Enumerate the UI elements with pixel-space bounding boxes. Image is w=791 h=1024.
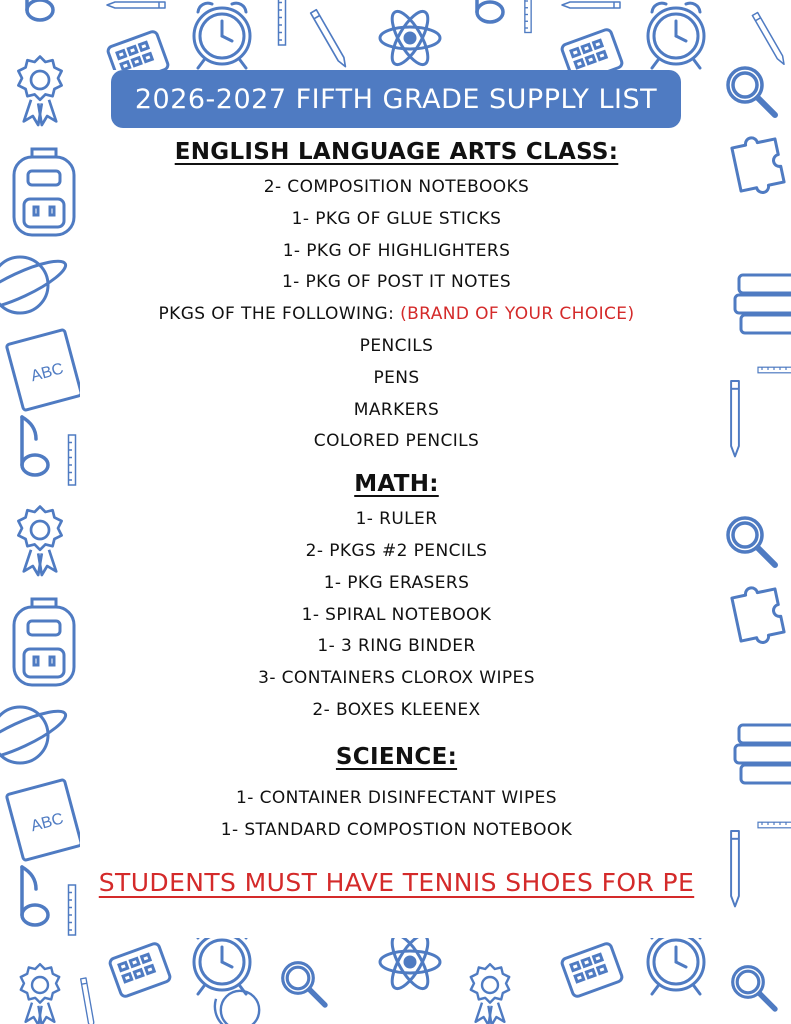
- ruler-icon: [69, 435, 76, 485]
- abc-label: ABC: [29, 810, 66, 836]
- magnifier-icon: [728, 518, 775, 565]
- award-ribbon-icon: [21, 964, 59, 1024]
- alarm-clock-icon: [194, 3, 250, 68]
- ruler-icon: [69, 885, 76, 935]
- list-item: 1- PKG ERASERS: [323, 572, 470, 593]
- pencil-icon: [731, 831, 739, 906]
- alarm-clock-icon: [194, 929, 250, 994]
- music-note-icon: [27, 0, 53, 20]
- alarm-clock-icon: [648, 929, 704, 994]
- page-title: 2026-2027 FIFTH GRADE SUPPLY LIST: [134, 83, 658, 115]
- puzzle-icon: [731, 583, 786, 647]
- books-icon: [735, 725, 791, 783]
- pencil-icon: [752, 13, 786, 66]
- list-item: 3- CONTAINERS CLOROX WIPES: [258, 668, 535, 689]
- list-item: COLORED PENCILS: [313, 431, 480, 452]
- list-item: PENS: [373, 367, 420, 388]
- pencil-icon: [562, 2, 620, 8]
- ela-heading: ENGLISH LANGUAGE ARTS CLASS:: [174, 139, 619, 165]
- pencil-icon: [107, 2, 165, 8]
- list-item: 1- PKG OF POST IT NOTES: [281, 272, 512, 293]
- globe-icon: [215, 991, 259, 1024]
- list-item: 1- SPIRAL NOTEBOOK: [301, 604, 492, 625]
- award-ribbon-icon: [471, 964, 509, 1024]
- award-ribbon-icon: [18, 57, 61, 125]
- pkgs-prefix: PKGS OF THE FOLLOWING:: [158, 304, 401, 325]
- atom-icon: [380, 7, 440, 70]
- list-item: 1- CONTAINER DISINFECTANT WIPES: [236, 787, 557, 808]
- magnifier-icon: [728, 68, 775, 115]
- abc-book-icon: [6, 779, 82, 860]
- ruler-icon: [525, 0, 531, 32]
- math-heading: MATH:: [354, 471, 439, 498]
- list-item: 1- RULER: [355, 509, 438, 530]
- science-heading: SCIENCE:: [335, 743, 458, 770]
- tennis-shoes-notice: STUDENTS MUST HAVE TENNIS SHOES FOR PE: [98, 868, 695, 897]
- magnifier-icon: [733, 967, 775, 1009]
- calculator-icon: [561, 942, 624, 997]
- magnifier-icon: [283, 963, 325, 1005]
- list-item: 1- PKG OF GLUE STICKS: [291, 208, 502, 229]
- pencil-icon: [311, 10, 349, 69]
- list-item: 2- COMPOSITION NOTEBOOKS: [263, 177, 530, 197]
- pencil-icon: [731, 381, 739, 456]
- supply-list: [80, 132, 713, 846]
- music-note-icon: [22, 417, 48, 475]
- ruler-icon: [279, 0, 286, 45]
- ruler-icon: [758, 367, 791, 373]
- list-item: 2- BOXES KLEENEX: [312, 699, 481, 720]
- planet-icon: [0, 703, 70, 767]
- pencil-icon: [81, 978, 95, 1024]
- calculator-icon: [109, 942, 172, 997]
- abc-book-icon: [6, 329, 82, 410]
- atom-icon: [380, 931, 440, 994]
- list-item: 1- STANDARD COMPOSTION NOTEBOOK: [220, 819, 573, 840]
- pkgs-line: [80, 299, 713, 331]
- alarm-clock-icon: [648, 3, 704, 68]
- planet-icon: [0, 253, 70, 317]
- music-note-icon: [22, 867, 48, 925]
- list-item: 2- PKGS #2 PENCILS: [305, 540, 488, 561]
- list-item: MARKERS: [353, 399, 440, 420]
- music-note-icon: [477, 0, 503, 22]
- books-icon: [735, 275, 791, 333]
- backpack-icon: [14, 599, 74, 685]
- list-item: PENCILS: [359, 335, 434, 356]
- backpack-icon: [14, 149, 74, 235]
- puzzle-icon: [731, 133, 786, 197]
- title-banner: [111, 70, 681, 128]
- list-item: 1- PKG OF HIGHLIGHTERS: [282, 240, 511, 261]
- ruler-icon: [758, 822, 791, 828]
- brand-choice-note: (BRAND OF YOUR CHOICE): [400, 304, 635, 325]
- list-item: 1- 3 RING BINDER: [317, 636, 476, 657]
- award-ribbon-icon: [18, 507, 61, 575]
- abc-label: ABC: [29, 360, 66, 386]
